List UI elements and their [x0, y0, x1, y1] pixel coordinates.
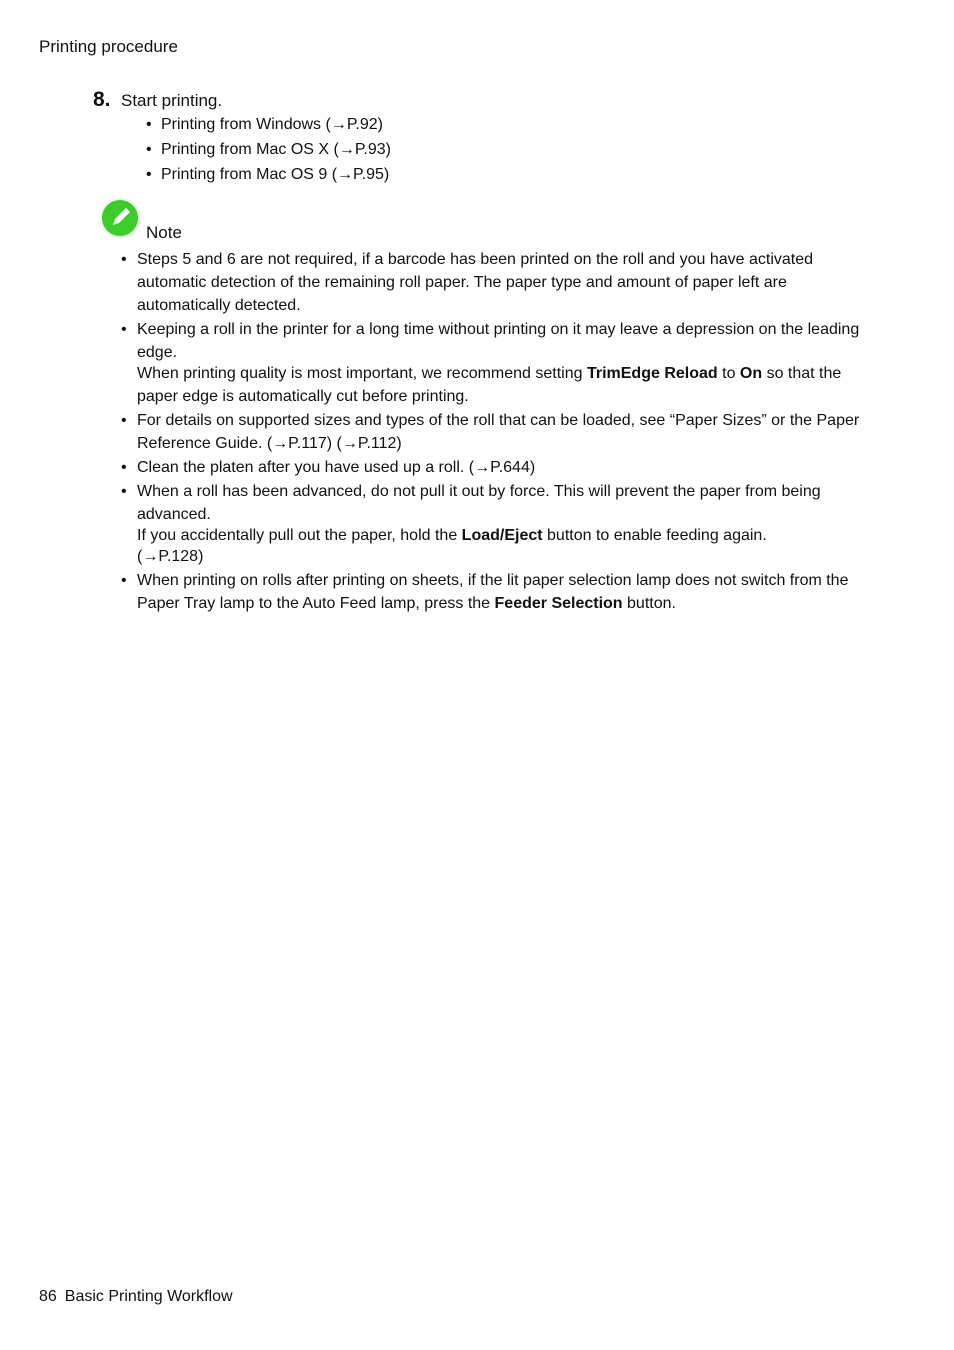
- page-footer: [39, 1287, 233, 1307]
- note-clean-text: Clean the platen after you have used up a roll. (→P.644): [137, 459, 536, 476]
- list-item: [146, 165, 391, 190]
- note-steps-text: Steps 5 and 6 are not required, if a barcode has been printed on the roll and you have activated automatic detection of the remaining roll paper. The paper type and amount of paper left are automatically detected.: [137, 251, 814, 314]
- list-item: [121, 248, 881, 317]
- note-label: Note: [146, 223, 182, 242]
- list-item: [121, 480, 881, 568]
- list-item: [146, 140, 391, 165]
- note-load-eject-text: If you accidentally pull out the paper, hold the Load/Eject button to enable feeding again.: [137, 527, 767, 544]
- on-label: On: [739, 365, 763, 382]
- pencil-note-icon: [99, 197, 141, 239]
- bullet: •: [121, 412, 127, 429]
- step-number: 8.: [93, 88, 111, 111]
- bullet: •: [146, 141, 152, 158]
- bullet: •: [121, 459, 127, 476]
- trimedge-reload-label: TrimEdge Reload: [586, 365, 718, 382]
- note-keeping-text: Keeping a roll in the printer for a long time without printing on it may leave a depression on the leading edge.: [137, 321, 860, 361]
- bullet: •: [121, 572, 127, 589]
- link-printing-windows[interactable]: Printing from Windows (→P.92): [161, 116, 383, 133]
- note-sheets-text: When printing on rolls after printing on sheets, if the lit paper selection lamp does not switch from the Paper Tray lamp to the Auto Feed lamp, press the Feeder Selection button.: [137, 572, 849, 612]
- link-printing-mac-os-9[interactable]: Printing from Mac OS 9 (→P.95): [161, 166, 390, 183]
- feeder-selection-label: Feeder Selection: [494, 595, 623, 612]
- link-printing-mac-os-x[interactable]: Printing from Mac OS X (→P.93): [161, 141, 391, 158]
- list-item: [146, 115, 391, 140]
- list-item: [121, 409, 881, 455]
- bullet: •: [121, 251, 127, 268]
- note-trimedge-text: When printing quality is most important, we recommend setting TrimEdge Reload to On so that the paper edge is automatically cut before printing.: [137, 365, 842, 405]
- list-item: [121, 569, 881, 615]
- link-p128[interactable]: (→P.128): [137, 548, 204, 565]
- note-advanced-text: When a roll has been advanced, do not pull it out by force. This will prevent the paper from being advanced.: [137, 483, 821, 523]
- bullet: •: [146, 116, 152, 133]
- page-header: Printing procedure: [39, 37, 178, 56]
- load-eject-label: Load/Eject: [461, 527, 543, 544]
- bullet: •: [146, 166, 152, 183]
- step-sub-list: [146, 115, 391, 190]
- bullet: •: [121, 321, 127, 338]
- list-item: [121, 318, 881, 408]
- list-item: [121, 456, 881, 479]
- note-list: [121, 248, 881, 616]
- step-text: Start printing.: [121, 91, 223, 110]
- bullet: •: [121, 483, 127, 500]
- page-number: 86: [39, 1288, 57, 1305]
- note-details-text: For details on supported sizes and types of the roll that can be loaded, see “Paper Sizes” or the Paper Reference Guide. (→P.117) (→P.112): [137, 412, 860, 452]
- footer-section: Basic Printing Workflow: [64, 1288, 233, 1305]
